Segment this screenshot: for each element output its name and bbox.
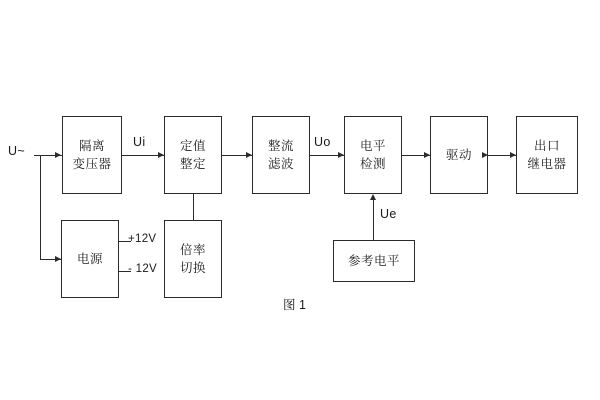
block-level-detect xyxy=(344,116,402,194)
block-rectify-filter-line-1: 整流 xyxy=(267,138,294,153)
arrow-input-to-transformer xyxy=(55,152,61,158)
block-rectify-filter-line-2: 滤波 xyxy=(267,157,294,171)
arrow-reference-to-level xyxy=(370,194,376,200)
plus12v-label: +12V xyxy=(128,233,157,245)
block-level-detect-line-2: 检测 xyxy=(359,157,386,171)
block-drive-line-1: 驱动 xyxy=(445,147,472,162)
wire-input-branch-vertical xyxy=(40,155,41,260)
block-power-supply-line-1: 电源 xyxy=(76,251,103,266)
block-ratio-switch-line-1: 倍率 xyxy=(179,242,206,257)
block-reference-level xyxy=(333,240,415,282)
block-output-relay-line-1: 出口 xyxy=(533,138,560,153)
block-rectify-filter xyxy=(252,116,310,194)
block-isolation-transformer-line-1: 隔离 xyxy=(78,138,105,153)
block-isolation-transformer xyxy=(62,116,122,194)
arrow-drive-in xyxy=(482,152,488,158)
block-drive xyxy=(430,116,488,194)
wire-ratio-to-setting xyxy=(193,194,194,220)
block-isolation-transformer-line-2: 变压器 xyxy=(72,157,112,171)
minus12v-label: - 12V xyxy=(128,263,157,275)
block-level-detect-line-1: 电平 xyxy=(359,138,386,153)
block-ratio-switch-line-2: 切换 xyxy=(179,261,206,275)
block-setting-adjust-line-1: 定值 xyxy=(179,138,206,153)
block-power-supply xyxy=(61,220,119,298)
block-output-relay-line-2: 继电器 xyxy=(527,157,567,171)
block-setting-adjust-line-2: 整定 xyxy=(179,157,206,171)
wire-reference-to-level xyxy=(373,200,374,240)
figure-caption: 图 1 xyxy=(283,298,306,312)
ui-label: Ui xyxy=(133,135,146,149)
block-reference-level-line-1: 参考电平 xyxy=(347,253,400,268)
block-setting-adjust xyxy=(164,116,222,194)
ue-label: Ue xyxy=(380,207,397,221)
block-output-relay xyxy=(516,116,578,194)
input-label: U~ xyxy=(8,144,25,158)
block-ratio-switch xyxy=(164,220,222,298)
uo-label: Uo xyxy=(314,135,331,149)
